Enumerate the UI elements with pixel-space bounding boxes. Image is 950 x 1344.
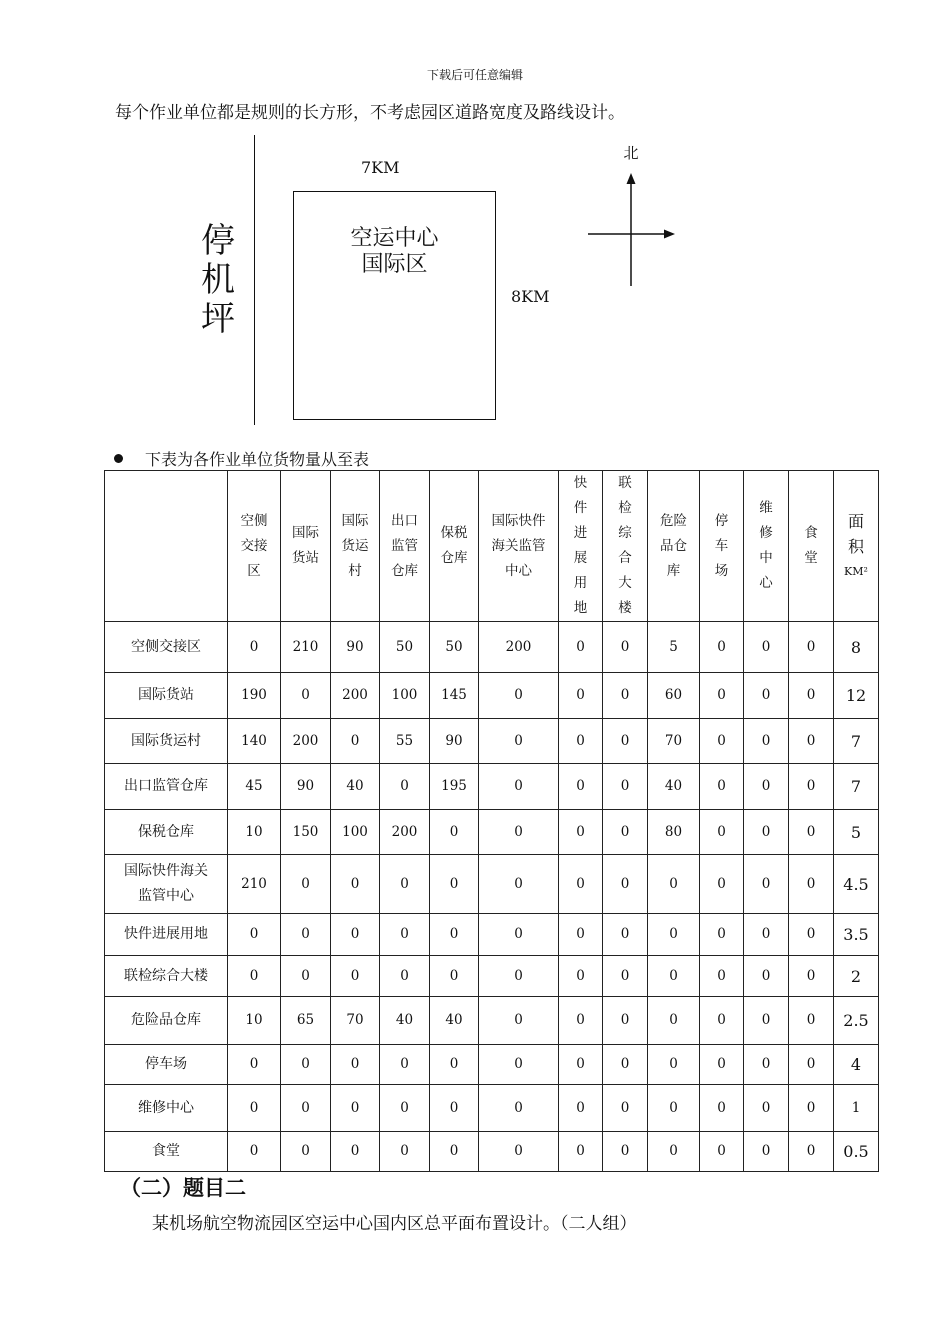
section-title: （二）题目二 <box>120 1176 246 1200</box>
flow-cell: 0 <box>228 914 281 956</box>
flow-cell: 0 <box>603 673 648 719</box>
column-header <box>281 471 331 622</box>
area-cell: 4.5 <box>834 855 879 914</box>
flow-cell: 0 <box>700 764 744 810</box>
header-line: 区 <box>247 562 261 579</box>
flow-cell: 0 <box>603 810 648 855</box>
area-cell: 12 <box>834 673 879 719</box>
row-label-line: 国际货运村 <box>131 732 201 749</box>
header-line: 交接 <box>240 537 268 554</box>
flow-cell: 0 <box>744 956 789 997</box>
flow-cell: 0 <box>281 673 331 719</box>
header-line: 快 <box>573 475 588 491</box>
flow-cell: 200 <box>281 719 331 764</box>
flow-cell: 0 <box>331 914 380 956</box>
flow-cell: 10 <box>228 810 281 855</box>
flow-cell: 0 <box>380 956 430 997</box>
header-line: 大 <box>618 575 632 591</box>
flow-cell: 0 <box>700 956 744 997</box>
row-label-line: 出口监管仓库 <box>124 778 208 794</box>
flow-cell: 0 <box>700 855 744 914</box>
flow-cell: 0 <box>603 719 648 764</box>
flow-cell: 0 <box>700 622 744 673</box>
apron-char: 机 <box>201 260 235 300</box>
row-label-line: 联检综合大楼 <box>124 967 208 984</box>
flow-cell: 0 <box>603 855 648 914</box>
flow-cell: 55 <box>380 719 430 764</box>
header-line: 用 <box>573 575 588 591</box>
table-header-row <box>105 471 879 622</box>
width-dimension: 7KM <box>361 158 400 177</box>
flow-cell: 0 <box>430 914 479 956</box>
flow-cell: 0 <box>228 956 281 997</box>
row-label <box>105 997 228 1045</box>
flow-cell: 0 <box>430 810 479 855</box>
header-line: 维 <box>759 500 773 516</box>
table-row <box>105 764 879 810</box>
flow-cell: 0 <box>331 719 380 764</box>
row-label <box>105 719 228 764</box>
row-label-line: 危险品仓库 <box>131 1012 201 1028</box>
flow-cell: 45 <box>228 764 281 810</box>
header-line: 联 <box>618 475 632 491</box>
row-label <box>105 810 228 855</box>
table-row <box>105 997 879 1045</box>
column-header <box>430 471 479 622</box>
flow-cell: 0 <box>281 956 331 997</box>
flow-cell: 210 <box>281 622 331 673</box>
flow-cell: 0 <box>281 1045 331 1085</box>
header-line: 积 <box>847 536 864 556</box>
flow-cell: 0 <box>479 810 559 855</box>
flow-cell: 0 <box>648 1085 700 1132</box>
flow-cell: 0 <box>744 1085 789 1132</box>
flow-cell: 40 <box>380 997 430 1045</box>
row-label <box>105 914 228 956</box>
column-header <box>559 471 603 622</box>
apron-label <box>196 222 240 339</box>
flow-cell: 0 <box>331 855 380 914</box>
flow-cell: 0 <box>331 956 380 997</box>
flow-cell: 10 <box>228 997 281 1045</box>
table-row <box>105 673 879 719</box>
header-line: 展 <box>573 550 588 566</box>
flow-cell: 50 <box>380 622 430 673</box>
compass <box>580 140 690 294</box>
flow-cell: 0 <box>281 914 331 956</box>
flow-cell: 0 <box>228 1132 281 1172</box>
flow-cell: 0 <box>700 1045 744 1085</box>
flow-cell: 0 <box>281 855 331 914</box>
flow-cell: 80 <box>648 810 700 855</box>
flow-cell: 0 <box>380 1045 430 1085</box>
header-line: 地 <box>573 600 588 616</box>
header-line: 空侧 <box>240 512 268 529</box>
flow-cell: 0 <box>744 855 789 914</box>
flow-cell: 100 <box>380 673 430 719</box>
flow-cell: 0 <box>744 810 789 855</box>
row-label-line: 停车场 <box>145 1056 187 1072</box>
flow-cell: 90 <box>281 764 331 810</box>
flow-cell: 0 <box>648 1045 700 1085</box>
flow-cell: 0 <box>789 855 834 914</box>
row-label <box>105 1085 228 1132</box>
column-header <box>380 471 430 622</box>
flow-cell: 0 <box>603 622 648 673</box>
intro-text: 每个作业单位都是规则的长方形，不考虑园区道路宽度及路线设计。 <box>115 103 625 123</box>
apron-boundary-line <box>254 135 255 425</box>
flow-cell: 0 <box>559 810 603 855</box>
flow-cell: 40 <box>430 997 479 1045</box>
row-label <box>105 1132 228 1172</box>
header-line: 堂 <box>804 550 818 566</box>
row-label-line: 国际快件海关 <box>124 863 208 879</box>
flow-cell: 40 <box>331 764 380 810</box>
header-line: 修 <box>759 525 773 541</box>
flow-cell: 0 <box>479 855 559 914</box>
flow-cell: 145 <box>430 673 479 719</box>
flow-cell: 0 <box>648 914 700 956</box>
flow-cell: 0 <box>430 956 479 997</box>
flow-cell: 0 <box>380 914 430 956</box>
flow-cell: 0 <box>789 719 834 764</box>
flow-cell: 70 <box>331 997 380 1045</box>
flow-cell: 0 <box>789 997 834 1045</box>
flow-cell: 0 <box>479 997 559 1045</box>
column-header <box>331 471 380 622</box>
north-label: 北 <box>623 144 639 162</box>
column-header <box>700 471 744 622</box>
table-row <box>105 1045 879 1085</box>
flow-cell: 0 <box>380 1085 430 1132</box>
flow-cell: 150 <box>281 810 331 855</box>
table-row <box>105 855 879 914</box>
flow-cell: 0 <box>380 1132 430 1172</box>
flow-cell: 0 <box>228 622 281 673</box>
area-cell: 5 <box>834 810 879 855</box>
header-line: 食 <box>804 525 818 541</box>
flow-cell: 0 <box>479 1045 559 1085</box>
apron-char: 坪 <box>201 299 235 339</box>
flow-cell: 0 <box>559 1085 603 1132</box>
flow-cell: 0 <box>603 1045 648 1085</box>
flow-cell: 0 <box>603 914 648 956</box>
flow-cell: 70 <box>648 719 700 764</box>
flow-cell: 5 <box>648 622 700 673</box>
flow-cell: 0 <box>479 673 559 719</box>
flow-cell: 200 <box>479 622 559 673</box>
flow-cell: 195 <box>430 764 479 810</box>
area-unit: KM² <box>844 564 868 578</box>
flow-cell: 0 <box>700 673 744 719</box>
area-cell: 2.5 <box>834 997 879 1045</box>
flow-cell: 0 <box>648 956 700 997</box>
flow-cell: 0 <box>479 1085 559 1132</box>
column-header <box>479 471 559 622</box>
flow-cell: 0 <box>700 997 744 1045</box>
zone-name-line: 空运中心 <box>350 226 439 251</box>
flow-cell: 0 <box>281 1132 331 1172</box>
area-cell: 2 <box>834 956 879 997</box>
flow-cell: 0 <box>331 1085 380 1132</box>
area-cell: 7 <box>834 764 879 810</box>
flow-cell: 0 <box>603 764 648 810</box>
flow-cell: 0 <box>331 1132 380 1172</box>
flow-cell: 40 <box>648 764 700 810</box>
flow-cell: 0 <box>789 1132 834 1172</box>
table-row <box>105 1132 879 1172</box>
flow-cell: 0 <box>479 914 559 956</box>
page-header: 下载后可任意编辑 <box>426 68 523 82</box>
column-header <box>603 471 648 622</box>
flow-cell: 0 <box>700 914 744 956</box>
row-label-line: 空侧交接区 <box>131 638 201 655</box>
flow-cell: 0 <box>744 1045 789 1085</box>
flow-cell: 0 <box>744 914 789 956</box>
flow-cell: 0 <box>789 914 834 956</box>
flow-cell: 0 <box>380 764 430 810</box>
flow-cell: 0 <box>648 855 700 914</box>
header-line: 件 <box>573 500 588 516</box>
header-line: 国际快件 <box>491 512 546 529</box>
area-header <box>834 471 879 622</box>
header-line: 车 <box>714 537 729 554</box>
header-line: 危险 <box>660 512 687 529</box>
header-line: 心 <box>759 575 773 591</box>
header-line: 综 <box>618 525 632 541</box>
column-header <box>228 471 281 622</box>
row-label-line: 国际货站 <box>138 687 194 703</box>
flow-cell: 200 <box>380 810 430 855</box>
flow-cell: 90 <box>430 719 479 764</box>
flow-cell: 0 <box>479 764 559 810</box>
row-label <box>105 673 228 719</box>
flow-cell: 0 <box>700 810 744 855</box>
table-row <box>105 1085 879 1132</box>
flow-cell: 0 <box>789 1085 834 1132</box>
flow-cell: 0 <box>700 1132 744 1172</box>
header-line: 中心 <box>505 562 532 579</box>
area-cell: 4 <box>834 1045 879 1085</box>
row-label <box>105 1045 228 1085</box>
header-line: 检 <box>618 500 632 516</box>
flow-cell: 0 <box>789 1045 834 1085</box>
flow-cell: 0 <box>479 719 559 764</box>
row-label <box>105 956 228 997</box>
flow-cell: 0 <box>430 1085 479 1132</box>
area-cell: 0.5 <box>834 1132 879 1172</box>
header-line: 中 <box>759 550 773 566</box>
area-cell: 7 <box>834 719 879 764</box>
flow-cell: 0 <box>744 764 789 810</box>
flow-cell: 0 <box>559 855 603 914</box>
flow-cell: 0 <box>430 1132 479 1172</box>
flow-cell: 65 <box>281 997 331 1045</box>
flow-cell: 0 <box>744 997 789 1045</box>
flow-cell: 0 <box>228 1085 281 1132</box>
flow-cell: 0 <box>559 719 603 764</box>
flow-cell: 0 <box>479 1132 559 1172</box>
flow-cell: 200 <box>331 673 380 719</box>
section-text: 某机场航空物流园区空运中心国内区总平面布置设计。（二人组） <box>152 1214 637 1234</box>
flow-cell: 0 <box>603 1132 648 1172</box>
row-label-line: 保税仓库 <box>138 823 194 840</box>
flow-cell: 0 <box>559 764 603 810</box>
column-header <box>648 471 700 622</box>
apron-char: 停 <box>201 221 235 261</box>
area-cell: 1 <box>834 1085 879 1132</box>
flow-cell: 0 <box>603 1085 648 1132</box>
flow-cell: 0 <box>559 622 603 673</box>
table-row <box>105 956 879 997</box>
header-line: 国际 <box>292 525 319 541</box>
flow-cell: 0 <box>479 956 559 997</box>
flow-cell: 0 <box>789 956 834 997</box>
flow-cell: 0 <box>559 956 603 997</box>
flow-cell: 0 <box>700 719 744 764</box>
row-label-line: 维修中心 <box>138 1099 194 1116</box>
row-label <box>105 622 228 673</box>
header-line: 库 <box>666 562 681 579</box>
flow-cell: 0 <box>559 673 603 719</box>
row-label <box>105 855 228 914</box>
flow-cell: 0 <box>281 1085 331 1132</box>
flow-cell: 0 <box>430 855 479 914</box>
flow-cell: 210 <box>228 855 281 914</box>
table-row <box>105 719 879 764</box>
column-header <box>789 471 834 622</box>
flow-cell: 0 <box>648 1132 700 1172</box>
flow-cell: 0 <box>744 673 789 719</box>
header-line: 仓库 <box>391 562 418 579</box>
header-line: 村 <box>348 562 362 579</box>
flow-cell: 100 <box>331 810 380 855</box>
header-line: 货运 <box>341 537 369 554</box>
table-caption-text: 下表为各作业单位货物量从至表 <box>145 450 370 469</box>
row-label-line: 食堂 <box>152 1143 180 1159</box>
header-line: 停 <box>714 512 729 529</box>
flow-cell: 60 <box>648 673 700 719</box>
header-line: 海关监管 <box>491 537 546 554</box>
flow-cell: 0 <box>744 622 789 673</box>
flow-cell: 0 <box>559 1045 603 1085</box>
zone-name <box>293 226 496 278</box>
flow-cell: 0 <box>559 997 603 1045</box>
flow-cell: 0 <box>228 1045 281 1085</box>
table-row <box>105 622 879 673</box>
row-label <box>105 764 228 810</box>
flow-cell: 0 <box>789 673 834 719</box>
column-header <box>744 471 789 622</box>
header-line: 货站 <box>292 550 319 566</box>
zone-name-line: 国际区 <box>361 252 428 277</box>
header-line: 仓库 <box>440 550 468 566</box>
flow-cell: 0 <box>559 1132 603 1172</box>
compass-arrows-icon <box>580 140 690 290</box>
flow-cell: 0 <box>430 1045 479 1085</box>
corner-cell <box>105 471 228 622</box>
flow-cell: 140 <box>228 719 281 764</box>
table-row <box>105 810 879 855</box>
area-cell: 3.5 <box>834 914 879 956</box>
flow-cell: 0 <box>603 956 648 997</box>
header-line: 进 <box>573 525 588 541</box>
row-label-line: 监管中心 <box>138 888 194 904</box>
header-line: 品仓 <box>660 537 687 554</box>
table-caption <box>114 447 369 470</box>
flow-cell: 190 <box>228 673 281 719</box>
header-line: 场 <box>714 562 729 579</box>
header-line: 出口 <box>391 512 418 529</box>
flow-cell: 0 <box>789 764 834 810</box>
header-line: 监管 <box>391 537 418 554</box>
height-dimension: 8KM <box>511 287 550 306</box>
header-line: 保税 <box>440 525 468 541</box>
bullet-icon <box>114 454 123 463</box>
header-line: 楼 <box>618 600 632 616</box>
flow-cell: 90 <box>331 622 380 673</box>
flow-cell: 0 <box>700 1085 744 1132</box>
row-label-line: 快件进展用地 <box>124 926 208 942</box>
flow-cell: 0 <box>744 719 789 764</box>
flow-cell: 50 <box>430 622 479 673</box>
header-line: 面 <box>847 511 864 531</box>
header-line: 合 <box>618 550 632 566</box>
area-cell: 8 <box>834 622 879 673</box>
table-row <box>105 914 879 956</box>
header-line: 国际 <box>341 512 369 529</box>
flow-cell: 0 <box>789 622 834 673</box>
flow-cell: 0 <box>603 997 648 1045</box>
flow-cell: 0 <box>789 810 834 855</box>
flow-cell: 0 <box>331 1045 380 1085</box>
flow-cell: 0 <box>744 1132 789 1172</box>
flow-cell: 0 <box>380 855 430 914</box>
from-to-table <box>104 470 879 1172</box>
flow-cell: 0 <box>559 914 603 956</box>
flow-cell: 0 <box>648 997 700 1045</box>
